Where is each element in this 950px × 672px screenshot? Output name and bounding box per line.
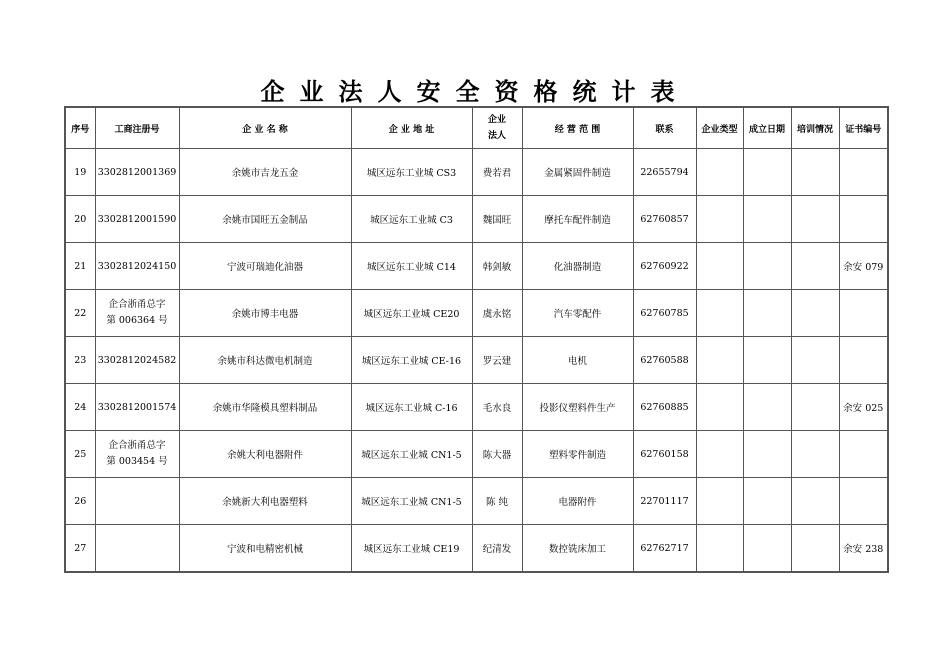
cell-reg	[95, 431, 179, 478]
cell-scope: 化油器制造	[522, 243, 633, 290]
cell-reg-line2: 第 003454 号	[106, 456, 168, 467]
table-row	[65, 243, 888, 290]
cell-cert	[839, 196, 888, 243]
col-header-legal	[472, 107, 522, 149]
page-title: 企业法人安全资格统计表	[260, 78, 690, 106]
cell-legal: 纪清发	[472, 525, 522, 573]
cell-training	[791, 525, 839, 573]
table-row	[65, 196, 888, 243]
cell-training	[791, 196, 839, 243]
cell-no: 23	[65, 337, 95, 384]
cell-cert: 余安 238	[839, 525, 888, 573]
cell-scope: 数控铣床加工	[522, 525, 633, 573]
table-row	[65, 478, 888, 525]
cell-name: 余姚市国旺五金制品	[179, 196, 351, 243]
cell-addr: 城区远东工业城 C-16	[351, 384, 472, 431]
cell-legal: 虞永铭	[472, 290, 522, 337]
cell-addr: 城区远东工业城 C3	[351, 196, 472, 243]
col-header-address: 企 业 地 址	[351, 107, 472, 149]
cell-type	[696, 337, 743, 384]
cell-reg-line1: 企合浙甬总字	[108, 440, 166, 451]
cell-legal: 毛水良	[472, 384, 522, 431]
table-row	[65, 337, 888, 384]
cell-addr: 城区远东工业城 CE19	[351, 525, 472, 573]
col-header-date: 成立日期	[743, 107, 791, 149]
cell-phone: 62760785	[633, 290, 696, 337]
cell-training	[791, 243, 839, 290]
cell-training	[791, 384, 839, 431]
cell-scope: 电机	[522, 337, 633, 384]
cell-training	[791, 478, 839, 525]
cell-legal: 韩剑敏	[472, 243, 522, 290]
cell-type	[696, 290, 743, 337]
col-header-no: 序号	[65, 107, 95, 149]
table-row	[65, 384, 888, 431]
cell-type	[696, 525, 743, 573]
cell-name: 余姚市博丰电器	[179, 290, 351, 337]
cell-cert	[839, 431, 888, 478]
cell-type	[696, 431, 743, 478]
cell-no: 26	[65, 478, 95, 525]
cell-scope: 摩托车配件制造	[522, 196, 633, 243]
cell-training	[791, 290, 839, 337]
cell-scope: 金属紧固件制造	[522, 149, 633, 196]
cell-date	[743, 384, 791, 431]
header-row	[65, 107, 888, 149]
col-header-cert: 证书编号	[839, 107, 888, 149]
cell-training	[791, 431, 839, 478]
cell-addr: 城区远东工业城 CN1-5	[351, 431, 472, 478]
cell-scope: 投影仪塑料件生产	[522, 384, 633, 431]
enterprise-table	[64, 106, 889, 573]
col-header-name: 企 业 名 称	[179, 107, 351, 149]
cell-reg: 3302812001590	[95, 196, 179, 243]
cell-addr: 城区远东工业城 CS3	[351, 149, 472, 196]
col-header-legal-line2: 法人	[487, 131, 506, 141]
cell-addr: 城区远东工业城 CE20	[351, 290, 472, 337]
cell-cert	[839, 337, 888, 384]
cell-no: 27	[65, 525, 95, 573]
cell-name: 余姚新大利电器塑料	[179, 478, 351, 525]
cell-legal: 费若君	[472, 149, 522, 196]
cell-date	[743, 478, 791, 525]
cell-addr: 城区远东工业城 C14	[351, 243, 472, 290]
cell-legal: 陈 纯	[472, 478, 522, 525]
table-row	[65, 149, 888, 196]
cell-name: 余姚大利电器附件	[179, 431, 351, 478]
cell-reg	[95, 290, 179, 337]
cell-reg	[95, 525, 179, 573]
cell-name: 余姚市吉龙五金	[179, 149, 351, 196]
cell-phone: 62760922	[633, 243, 696, 290]
cell-name: 宁波可瑞迪化油器	[179, 243, 351, 290]
col-header-type: 企业类型	[696, 107, 743, 149]
cell-training	[791, 149, 839, 196]
cell-addr: 城区远东工业城 CE-16	[351, 337, 472, 384]
cell-type	[696, 243, 743, 290]
cell-date	[743, 149, 791, 196]
cell-scope: 塑料零件制造	[522, 431, 633, 478]
cell-date	[743, 337, 791, 384]
cell-reg: 3302812024150	[95, 243, 179, 290]
cell-date	[743, 525, 791, 573]
cell-date	[743, 243, 791, 290]
col-header-training: 培训情况	[791, 107, 839, 149]
table-row	[65, 290, 888, 337]
cell-addr: 城区远东工业城 CN1-5	[351, 478, 472, 525]
cell-phone: 62760857	[633, 196, 696, 243]
cell-reg-line2: 第 006364 号	[106, 315, 168, 326]
cell-name: 余姚市科达微电机制造	[179, 337, 351, 384]
cell-name: 余姚市华隆模具塑料制品	[179, 384, 351, 431]
cell-training	[791, 337, 839, 384]
cell-legal: 陈大器	[472, 431, 522, 478]
cell-cert	[839, 149, 888, 196]
cell-reg: 3302812024582	[95, 337, 179, 384]
cell-type	[696, 196, 743, 243]
cell-phone: 22655794	[633, 149, 696, 196]
cell-legal: 魏国旺	[472, 196, 522, 243]
cell-phone: 62760885	[633, 384, 696, 431]
cell-scope: 电器附件	[522, 478, 633, 525]
cell-date	[743, 290, 791, 337]
cell-type	[696, 478, 743, 525]
cell-cert	[839, 290, 888, 337]
cell-no: 24	[65, 384, 95, 431]
col-header-scope: 经 营 范 围	[522, 107, 633, 149]
cell-name: 宁波和电精密机械	[179, 525, 351, 573]
cell-type	[696, 149, 743, 196]
cell-reg-line1: 企合浙甬总字	[108, 299, 166, 310]
cell-date	[743, 196, 791, 243]
cell-reg: 3302812001369	[95, 149, 179, 196]
cell-scope: 汽车零配件	[522, 290, 633, 337]
col-header-contact: 联系	[633, 107, 696, 149]
cell-legal: 罗云建	[472, 337, 522, 384]
col-header-legal-line1: 企业	[487, 115, 506, 125]
cell-cert: 余安 025	[839, 384, 888, 431]
cell-cert: 余安 079	[839, 243, 888, 290]
cell-phone: 62760588	[633, 337, 696, 384]
cell-no: 19	[65, 149, 95, 196]
cell-cert	[839, 478, 888, 525]
col-header-reg: 工商注册号	[95, 107, 179, 149]
table-row	[65, 431, 888, 478]
cell-phone: 22701117	[633, 478, 696, 525]
cell-no: 25	[65, 431, 95, 478]
cell-date	[743, 431, 791, 478]
cell-reg	[95, 478, 179, 525]
cell-phone: 62760158	[633, 431, 696, 478]
cell-phone: 62762717	[633, 525, 696, 573]
table-row	[65, 525, 888, 573]
cell-reg: 3302812001574	[95, 384, 179, 431]
cell-no: 20	[65, 196, 95, 243]
cell-no: 21	[65, 243, 95, 290]
cell-type	[696, 384, 743, 431]
cell-no: 22	[65, 290, 95, 337]
